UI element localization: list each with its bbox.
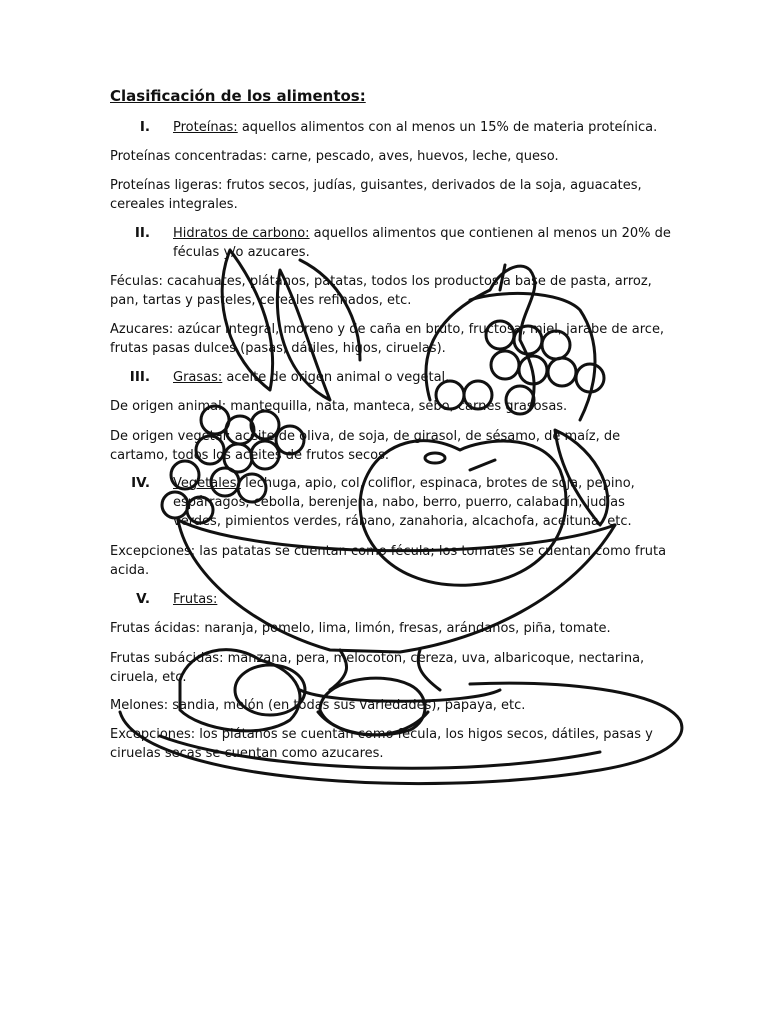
- section-heading: Vegetales:: [173, 476, 241, 491]
- paragraph: Proteínas ligeras: frutos secos, judías, guisantes, derivados de la soja, aguacates, cereales integrales.: [110, 178, 642, 212]
- paragraph: Excepciones: las patatas se cuentan como fécula; los tomates se cuentan como fruta acida.: [110, 544, 667, 578]
- section-heading-text: lechuga, apio, col, coliflor, espinaca, brotes de soja, pepino, espárragos, cebolla, berenjena, nabo, berro, puerro, calabacín, judías verdes, pimientos verdes, rábano, zanahoria, alcachofa, aceituna, etc.: [173, 476, 635, 529]
- paragraph: Azucares: azúcar integral, moreno y de caña en bruto, fructosa, miel, jarabe de arce, frutas pasas dulces (pasas, dátiles, higos, ciruelas).: [110, 322, 665, 356]
- section-numeral: V.: [136, 591, 150, 607]
- section-heading: Grasas:: [173, 370, 223, 385]
- section-heading-line: [173, 590, 673, 609]
- section-numeral: III.: [129, 369, 150, 385]
- section-numeral: II.: [134, 225, 150, 241]
- paragraph: Frutas subácidas: manzana, pera, melocotón, cereza, uva, albaricoque, nectarina, ciruela, etc.: [110, 651, 645, 685]
- paragraph: Melones: sandia, melón (en todas sus variedades), papaya, etc.: [110, 698, 526, 713]
- section-heading: Frutas:: [173, 592, 218, 607]
- paragraph: Proteínas concentradas: carne, pescado, aves, huevos, leche, queso.: [110, 149, 559, 164]
- section-heading: Proteínas:: [173, 120, 238, 135]
- section-heading: Hidratos de carbono:: [173, 226, 310, 241]
- paragraph: De origen vegetal: aceite de oliva, de soja, de girasol, de sésamo, de maíz, de cartamo, todos los aceites de frutos secos.: [110, 429, 621, 463]
- section-heading-text: aquellos alimentos que contienen al menos un 20% de féculas y/o azucares.: [173, 226, 671, 260]
- section-heading-line: [173, 118, 673, 137]
- paragraph: De origen animal: mantequilla, nata, manteca, sebo, carnes grasosas.: [110, 399, 568, 414]
- section-heading-text: aquellos alimentos con al menos un 15% de materia proteínica.: [237, 120, 658, 135]
- document-title: Clasificación de los alimentos:: [110, 87, 366, 105]
- section-heading-line: [173, 474, 673, 531]
- section-heading-line: [173, 368, 673, 387]
- section-numeral: IV.: [131, 475, 150, 491]
- paragraph: Excepciones: los plátanos se cuentan como fécula, los higos secos, dátiles, pasas y ciruelas secas se cuentan como azucares.: [110, 727, 653, 761]
- section-heading-text: aceite de origen animal o vegetal.: [222, 370, 450, 385]
- paragraph: Féculas: cacahuates, plátanos, patatas, todos los productos a base de pasta, arroz, pan, tartas y pasteles, cereales refinados, etc.: [110, 274, 652, 308]
- section-heading-line: [173, 224, 673, 262]
- section-numeral: I.: [139, 119, 150, 135]
- paragraph: Frutas ácidas: naranja, pomelo, lima, limón, fresas, arándanos, piña, tomate.: [110, 621, 611, 636]
